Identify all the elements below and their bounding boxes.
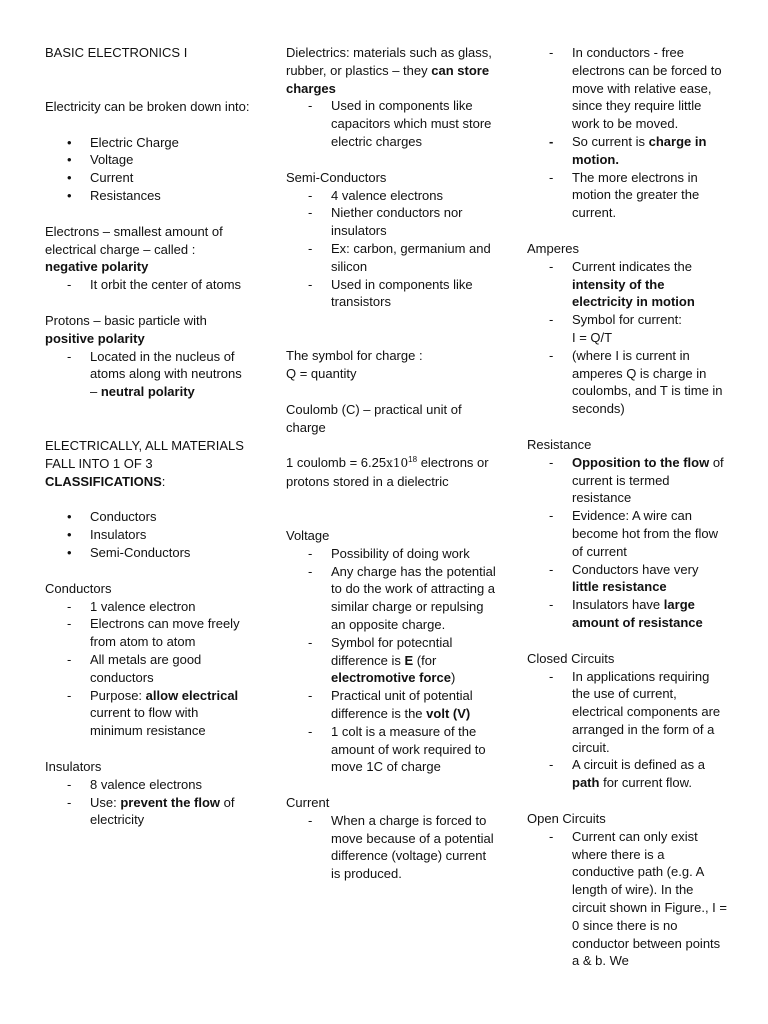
bold-term: charge in motion.: [572, 133, 707, 167]
list-item: - Used in components like transistors: [286, 276, 496, 312]
open-circuits-heading: Open Circuits: [527, 811, 606, 827]
list-item: - Ex: carbon, germanium and silicon: [286, 240, 496, 276]
list-item: • Semi-Conductors: [45, 544, 250, 562]
list-item: • Voltage: [45, 151, 250, 169]
list-item: - 1 colt is a measure of the amount of work required to move 1C of charge: [286, 723, 496, 776]
bold-term: path: [572, 775, 600, 791]
list-item: - When a charge is forced to move because of a potential difference (voltage) current is produced.: [286, 812, 496, 883]
list-item: • Current: [45, 169, 250, 187]
bold-term: allow electrical: [145, 687, 239, 703]
insulators-heading: Insulators: [45, 758, 102, 774]
classification-heading: ELECTRICALLY, ALL MATERIALS FALL INTO 1 OF 3 CLASSIFICATIONS:: [45, 437, 244, 489]
semiconductors-list: [286, 187, 496, 312]
list-item: - Symbol for current: I = Q/T: [527, 311, 727, 347]
current-list: [286, 812, 496, 883]
list-item: - 4 valence electrons: [286, 187, 496, 205]
dielectrics-definition: Dielectrics: materials such as glass, rubber, or plastics – they can store charges: [286, 45, 492, 96]
bold-term: volt (V): [426, 705, 471, 721]
conductors-current-list: [527, 44, 727, 222]
list-item: - It orbit the center of atoms: [45, 276, 250, 294]
electricity-components-list: [45, 134, 250, 205]
bold-term: negative polarity: [45, 259, 149, 275]
closed-circuits-heading: Closed Circuits: [527, 650, 615, 666]
list-item: - Used in components like capacitors which must store electric charges: [286, 97, 496, 150]
insulators-list: [45, 776, 250, 829]
closed-circuits-list: [527, 668, 727, 793]
bold-term: large amount of resistance: [572, 597, 703, 630]
list-item: - 1 valence electron: [45, 598, 250, 616]
list-item: - So current is charge in motion.: [527, 133, 727, 169]
current-heading: Current: [286, 795, 330, 811]
bold-term: prevent the flow: [120, 794, 221, 810]
list-item: - All metals are good conductors: [45, 651, 250, 687]
bold-term: positive polarity: [45, 330, 145, 346]
open-circuits-list: [527, 828, 727, 970]
coulomb-definition: Coulomb (C) – practical unit of charge: [286, 401, 462, 435]
column-2: [286, 44, 496, 883]
bold-term: intensity of the electricity in motion: [572, 276, 695, 310]
list-item: - Current indicates the intensity of the electricity in motion: [527, 258, 727, 311]
voltage-heading: Voltage: [286, 527, 330, 543]
list-item: - Insulators have large amount of resistance: [527, 596, 727, 632]
list-item: - Evidence: A wire can become hot from the flow of current: [527, 507, 727, 560]
resistance-list: [527, 454, 727, 632]
list-item: - Symbol for potecntial difference is E (for electromotive force): [286, 634, 496, 687]
semiconductors-heading: Semi-Conductors: [286, 169, 387, 185]
bold-term: neutral polarity: [100, 384, 195, 400]
list-item: • Conductors: [45, 508, 250, 526]
conductors-list: [45, 598, 250, 740]
protons-list: [45, 348, 250, 401]
bold-term: can store charges: [286, 62, 490, 96]
bold-term: Opposition to the flow: [572, 454, 710, 470]
document-title: BASIC ELECTRONICS I: [45, 45, 188, 60]
electrons-list: [45, 276, 250, 294]
list-item: - Electrons can move freely from atom to atom: [45, 615, 250, 651]
protons-definition: Protons – basic particle with positive polarity: [45, 312, 207, 346]
list-item: - Current can only exist where there is a conductive path (e.g. A length of wire). In the circuit shown in Figure., I = 0 since there is no conductor between points a & b. We: [527, 828, 727, 970]
list-item: - Located in the nucleus of atoms along with neutrons – neutral polarity: [45, 348, 250, 401]
list-item: - Possibility of doing work: [286, 545, 496, 563]
dielectrics-list: [286, 97, 496, 150]
list-item: - In applications requiring the use of current, electrical components are arranged in the form of a circuit.: [527, 668, 727, 757]
bold-term: little resistance: [572, 579, 667, 595]
conductors-heading: Conductors: [45, 580, 112, 596]
bold-term: electromotive force: [331, 670, 451, 686]
coulomb-equation: 1 coulomb = $6.25x10^{18}$ electrons or protons stored in a dielectric: [286, 455, 489, 490]
list-item: - 8 valence electrons: [45, 776, 250, 794]
charge-symbol-line: The symbol for charge :: [286, 348, 423, 364]
list-item: - Practical unit of potential difference is the volt (V): [286, 687, 496, 723]
list-item: - Niether conductors nor insulators: [286, 204, 496, 240]
bold-term: E: [404, 652, 414, 668]
column-3: [527, 44, 727, 970]
column-1: [45, 44, 250, 829]
list-item: - Opposition to the flow of current is termed resistance: [527, 454, 727, 507]
list-item: - (where I is current in amperes Q is charge in coulombs, and T is time in seconds): [527, 347, 727, 418]
list-item: - Use: prevent the flow of electricity: [45, 794, 250, 830]
list-item: - The more electrons in motion the greater the current.: [527, 169, 727, 222]
amperes-heading: Amperes: [527, 240, 580, 256]
list-item: - Any charge has the potential to do the work of attracting a similar charge or repulsing an opposite charge.: [286, 563, 496, 634]
amperes-list: [527, 258, 727, 418]
list-item: • Resistances: [45, 187, 250, 205]
list-item: - A circuit is defined as a path for current flow.: [527, 756, 727, 792]
list-item: - In conductors - free electrons can be forced to move with relative ease, since they require little work to be moved.: [527, 44, 727, 133]
charge-symbol-formula: Q = quantity: [286, 365, 357, 381]
list-item: - Purpose: allow electrical current to flow with minimum resistance: [45, 687, 250, 740]
electrons-definition: Electrons – smallest amount of electrical charge – called : negative polarity: [45, 223, 223, 275]
bold-term: CLASSIFICATIONS: [45, 473, 162, 489]
voltage-list: [286, 545, 496, 776]
electricity-intro: Electricity can be broken down into:: [45, 98, 250, 114]
list-item: - Conductors have very little resistance: [527, 561, 727, 597]
list-item: • Electric Charge: [45, 134, 250, 152]
resistance-heading: Resistance: [527, 436, 592, 452]
classification-list: [45, 508, 250, 561]
list-item: • Insulators: [45, 526, 250, 544]
